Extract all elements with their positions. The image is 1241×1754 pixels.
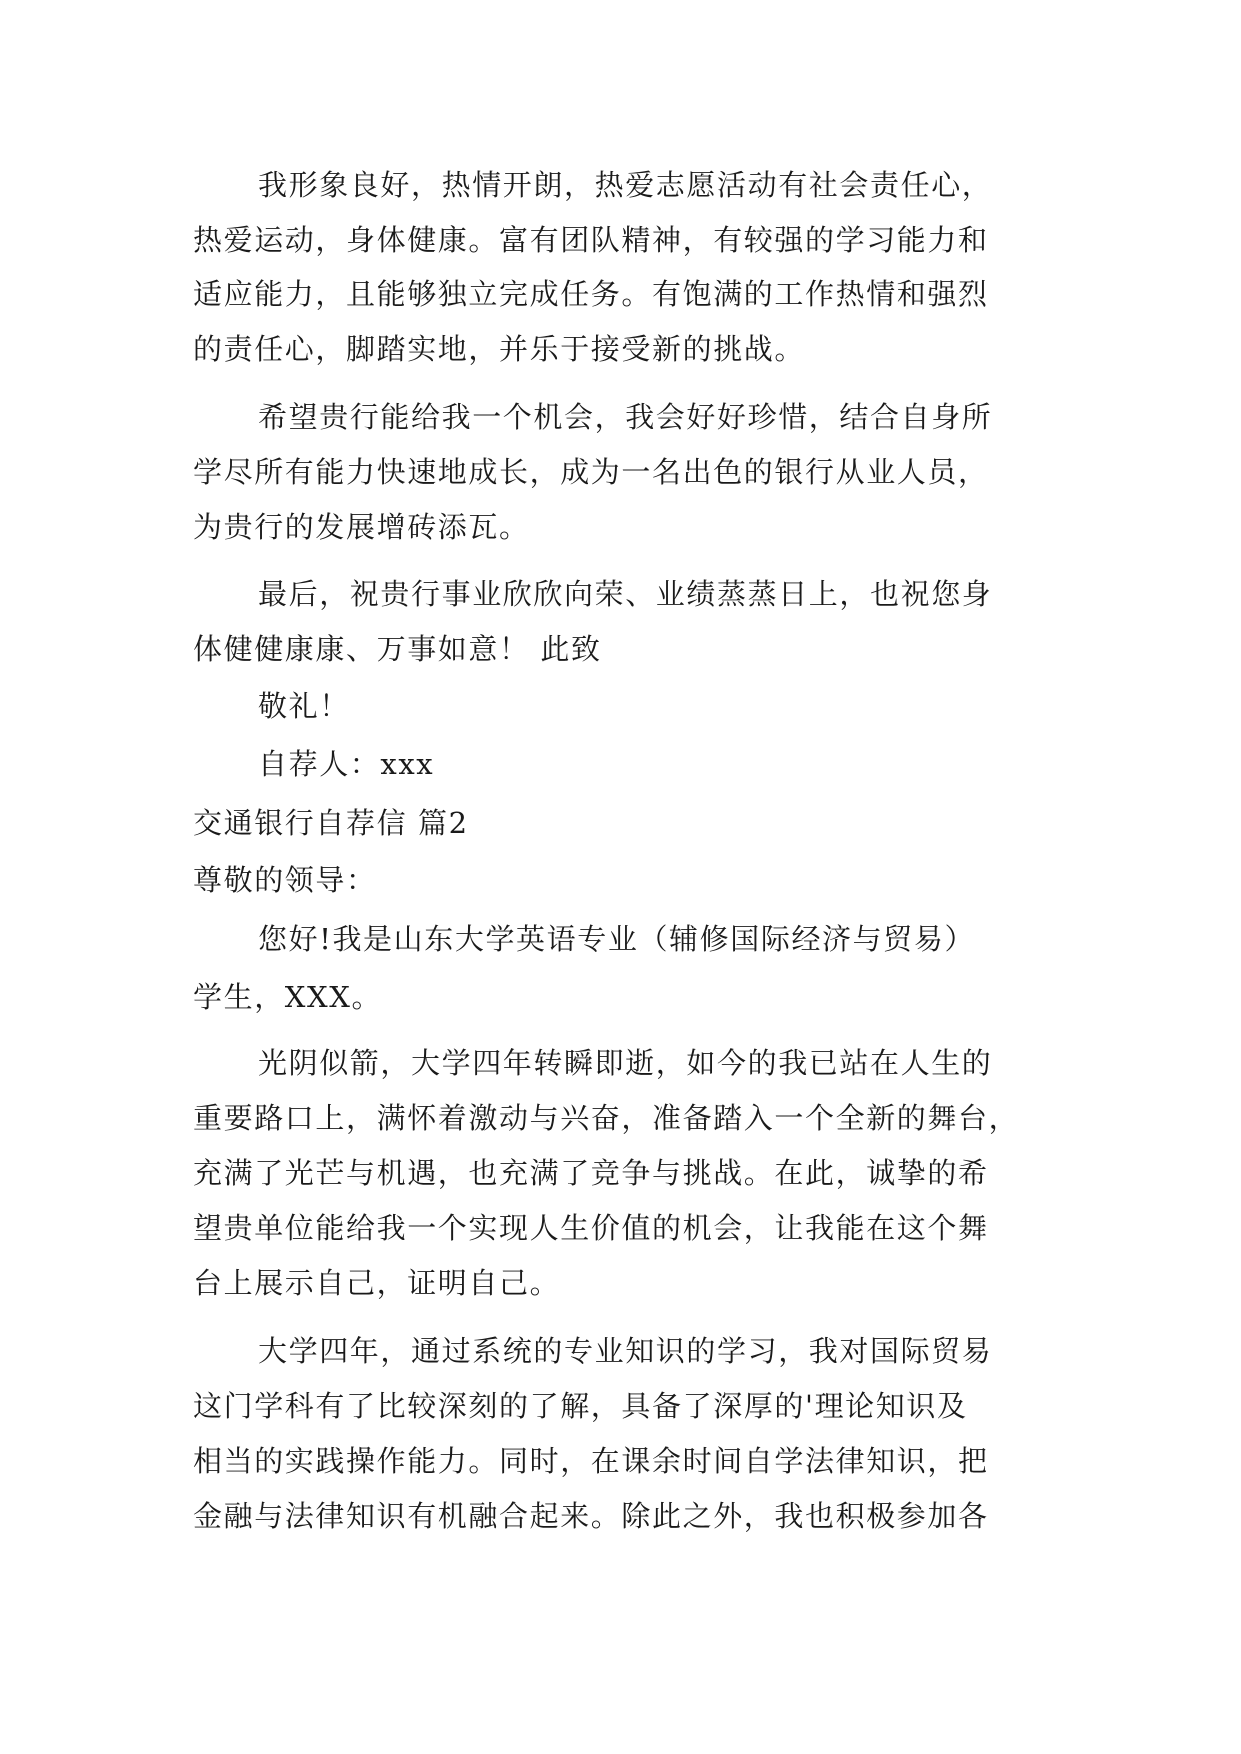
body-line: 学尽所有能力快速地成长，成为一名出色的银行从业人员，: [193, 455, 989, 489]
body-line: 望贵单位能给我一个实现人生价值的机会，让我能在这个舞: [193, 1211, 989, 1245]
body-line: 的责任心，脚踏实地，并乐于接受新的挑战。: [193, 332, 806, 366]
body-line: 体健健康康、万事如意！ 此致: [193, 632, 602, 666]
body-line: 重要路口上，满怀着激动与兴奋，准备踏入一个全新的舞台，: [193, 1101, 1020, 1135]
signature-line: 自荐人：xxx: [258, 747, 435, 781]
body-line: 为贵行的发展增砖添瓦。: [193, 510, 530, 544]
body-line: 热爱运动，身体健康。富有团队精神，有较强的学习能力和: [193, 223, 989, 257]
body-line: 光阴似箭，大学四年转瞬即逝，如今的我已站在人生的: [258, 1046, 993, 1080]
body-line: 这门学科有了比较深刻的了解，具备了深厚的'理论知识及: [193, 1389, 968, 1423]
body-line: 希望贵行能给我一个机会，我会好好珍惜，结合自身所: [258, 400, 993, 434]
body-line: 台上展示自己，证明自己。: [193, 1266, 561, 1300]
body-line: 您好!我是山东大学英语专业（辅修国际经济与贸易）: [258, 922, 976, 956]
body-line: 相当的实践操作能力。同时，在课余时间自学法律知识，把: [193, 1444, 989, 1478]
body-line: 我形象良好，热情开朗，热爱志愿活动有社会责任心，: [258, 168, 993, 202]
closing-salutation: 敬礼！: [258, 689, 350, 723]
body-line: 最后，祝贵行事业欣欣向荣、业绩蒸蒸日上，也祝您身: [258, 577, 993, 611]
body-line: 学生，XXX。: [193, 980, 383, 1014]
body-line: 金融与法律知识有机融合起来。除此之外，我也积极参加各: [193, 1499, 989, 1533]
section-heading: 交通银行自荐信 篇2: [193, 806, 469, 840]
body-line: 充满了光芒与机遇，也充满了竞争与挑战。在此，诚挚的希: [193, 1156, 989, 1190]
body-line: 大学四年，通过系统的专业知识的学习，我对国际贸易: [258, 1334, 993, 1368]
body-line: 适应能力，且能够独立完成任务。有饱满的工作热情和强烈: [193, 277, 989, 311]
greeting-line: 尊敬的领导：: [193, 863, 377, 897]
